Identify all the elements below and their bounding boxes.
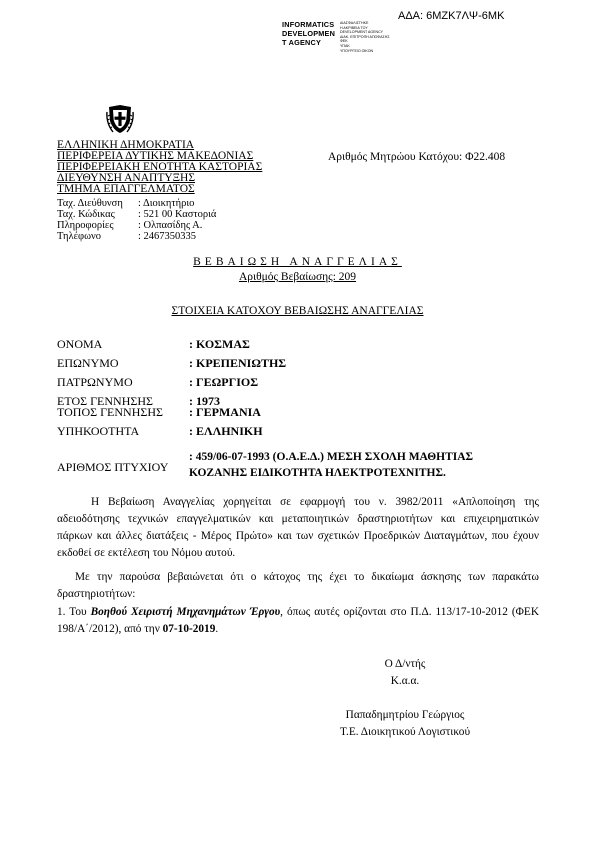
certificate-number: Αριθμός Βεβαίωσης: 209 [238,271,357,283]
field-value-citizenship: : ΕΛΛΗΝΙΚΗ [189,424,263,438]
logo-small-line: ΦΕΚ [340,39,348,44]
field-value-degree-specialty: ΚΟΖΑΝΗΣ ΕΙΔΙΚΟΤΗΤΑ ΗΛΕΚΤΡΟΤΕΧΝΙΤΗΣ. [189,467,446,479]
signature-block [290,656,520,741]
field-label-fathers-name: ΠΑΤΡΩΝΥΜΟ [57,375,133,389]
logo-line: DEVELOPMEN [282,29,336,38]
rights-paragraph [57,569,539,603]
field-label-birth-place: ΤΟΠΟΣ ΓΕΝΝΗΣΗΣ [57,405,163,419]
signatory-kaa: Κ.α.α. [390,675,420,687]
logo-small-line: ΔΙΑΣΦΑΛΙΣΤΗΚΕ [340,21,369,25]
logo-small-text [340,21,390,53]
logo-small-line: ΔΙΑΚ. ΕΠΙΤΡΟΠΗ ΑΠΟΦΑΣΗΣ [340,34,390,39]
section-title: ΣΤΟΙΧΕΙΑ ΚΑΤΟΧΟΥ ΒΕΒΑΙΩΣΗΣ ΑΝΑΓΓΕΛΙΑΣ [171,305,424,317]
logo-small-line: ΥΠΟΥΡΓΕΙΟ ΟΙΚΟΝ [340,48,374,53]
contact-label: Ταχ. Διεύθυνση [57,198,123,209]
holder-registry-number: Αριθμός Μητρώου Κατόχου: Φ22.408 [328,151,506,163]
signatory-name: Παπαδημητρίου Γεώργιος [345,709,465,721]
activity-item-text [57,604,539,638]
ada-code: ΑΔΑ: 6ΜΖΚ7ΛΨ-6ΜΚ [398,10,505,22]
activity-start-date: 07-10-2019 [162,623,216,635]
legal-basis-paragraph [57,494,539,562]
header-line: ΠΕΡΙΦΕΡΕΙΑ ΔΥΤΙΚΗΣ ΜΑΚΕΔΟΝΙΑΣ [57,150,254,162]
activity-item-end: . [215,623,219,635]
contact-label: Ταχ. Κώδικας [57,209,115,220]
contact-label: Πληροφορίες [57,220,114,231]
activity-item [57,604,539,638]
contact-value: : Ολπασίδης Α. [138,220,203,231]
field-label-citizenship: ΥΠΗΚΟΟΤΗΤΑ [57,424,140,438]
informatics-agency-logo [282,17,552,59]
header-line: ΕΛΛΗΝΙΚΗ ΔΗΜΟΚΡΑΤΙΑ [57,139,195,151]
field-value-fathers-name: : ΓΕΩΡΓΙΟΣ [189,375,259,389]
logo-line: INFORMATICS [282,20,335,29]
contact-value: : Διοικητήριο [138,198,195,209]
header-line: ΔΙΕΥΘΥΝΣΗ ΑΝΑΠΤΥΞΗΣ [57,172,196,184]
greek-coat-of-arms-icon [106,103,134,135]
activity-item-detail: , όπως αυτές ορίζονται στο Π.Δ. 113/17-10-2012 (ΦΕΚ 198/Α΄/2012), από την [57,606,539,635]
logo-small-line: DEVELOPMENT AGENCY [340,30,384,35]
document-title: ΒΕΒΑΙΩΣΗ ΑΝΑΓΓΕΛΙΑΣ [193,256,402,268]
contact-label: Τηλέφωνο [57,231,101,242]
header-line: ΤΜΗΜΑ ΕΠΑΓΓΕΛΜΑΤΟΣ [57,183,195,195]
activity-item-prefix: 1. Του [57,606,91,618]
legal-basis-text: Η Βεβαίωση Αναγγελίας χορηγείται σε εφαρμογή του ν. 3982/2011 «Απλοποίηση της αδειοδότησης τεχνικών επαγγελματικών και μεταποιητικών δραστηριοτήτων και επιχειρηματικών πάρκων και άλλες διατάξεις - Μέρος Πρώτο» και των σχετικών Προεδρικών Διαταγμάτων, που έχουν εκδοθεί σε εκτέλεση του Νόμου αυτού. [57,496,539,559]
rights-text: Με την παρούσα βεβαιώνεται ότι ο κάτοχος της έχει το δικαίωμα άσκησης των παρακάτω δραστηριοτήτων: [57,571,539,600]
field-value-name: : ΚΟΣΜΑΣ [189,337,250,351]
logo-main-text [282,20,335,47]
field-label-birth-year: ΕΤΟΣ ΓΕΝΝΗΣΗΣ [57,394,153,408]
field-value-degree: : 459/06-07-1993 (Ο.Α.Ε.Δ.) ΜΕΣΗ ΣΧΟΛΗ ΜΑΘΗΤΙΑΣ [189,451,474,463]
logo-small-line: ΥΠΑΚ [340,43,350,48]
field-value-birth-year: : 1973 [189,394,220,408]
field-label-name: ΟΝΟΜΑ [57,337,103,351]
field-label-degree: ΑΡΙΘΜΟΣ ΠΤΥΧΙΟΥ [57,460,169,474]
signatory-role: Ο Δ/ντής [384,658,426,670]
logo-small-line: Η ΑΚΡΙΒΕΙΑ ΤΟΥ [340,25,368,30]
logo-line: T AGENCY [282,38,322,47]
activity-name: Βοηθού Χειριστή Μηχανημάτων Έργου [90,606,281,618]
signatory-title: Τ.Ε. Διοικητικού Λογιστικού [339,726,471,738]
field-value-surname: : ΚΡΕΠΕΝΙΩΤΗΣ [189,356,287,370]
field-value-birth-place: : ΓΕΡΜΑΝΙΑ [189,405,261,419]
contact-value: : 521 00 Καστοριά [138,209,217,220]
field-label-surname: ΕΠΩΝΥΜΟ [57,356,119,370]
contact-value: : 2467350335 [138,231,197,242]
header-line: ΠΕΡΙΦΕΡΕΙΑΚΗ ΕΝΟΤΗΤΑ ΚΑΣΤΟΡΙΑΣ [57,161,263,173]
